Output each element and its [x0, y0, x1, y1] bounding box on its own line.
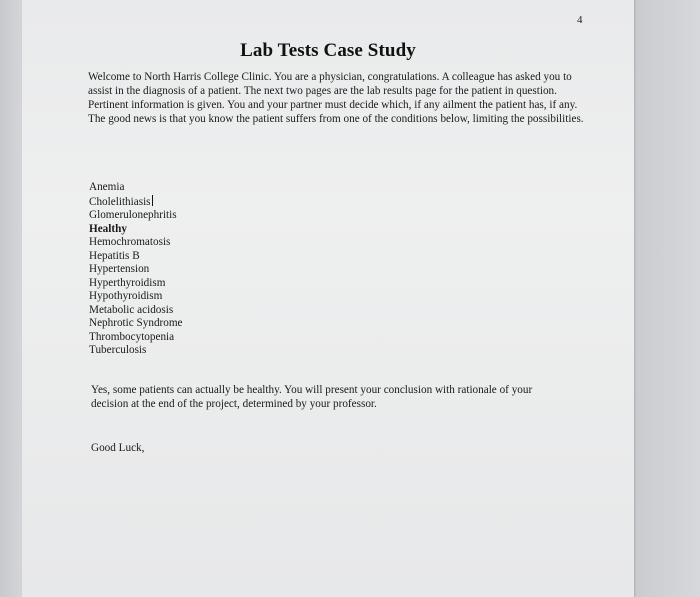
condition-item: Cholelithiasis: [89, 195, 151, 208]
condition-item: Hypothyroidism: [89, 290, 163, 302]
condition-item: Hyperthyroidism: [89, 276, 166, 289]
condition-item: Hemochromatosis: [89, 236, 171, 248]
condition-item: Hypertension: [89, 263, 150, 275]
condition-item: Hepatitis B: [89, 249, 140, 262]
closing-paragraph: Yes, some patients can actually be healthy. You will present your conclusion with rationale of your decision at the end of the project, determined by your professor.: [91, 384, 533, 410]
condition-item: Glomerulonephritis: [89, 209, 177, 221]
text-cursor: [152, 195, 153, 206]
condition-item: Metabolic acidosis: [89, 303, 174, 316]
condition-item: Anemia: [89, 181, 125, 193]
condition-item: Thrombocytopenia: [89, 330, 175, 343]
signoff: Good Luck,: [91, 442, 145, 454]
document-page: [22, 0, 634, 597]
intro-paragraph: Welcome to North Harris College Clinic. You are a physician, congratulations. A colleague has asked you to assist in the diagnosis of a patient. The next two pages are the lab results page for the patient in question. Pertinent information is given. You and your partner must decide which, if any ailment the patient has, if any. The good news is that you know the patient suffers from one of the conditions below, limiting the possibilities.: [88, 71, 584, 125]
condition-item: Tuberculosis: [89, 344, 147, 356]
conditions-list: [89, 181, 183, 358]
condition-item: Nephrotic Syndrome: [89, 317, 183, 329]
document-title: Lab Tests Case Study: [240, 40, 416, 61]
condition-item: Healthy: [89, 222, 127, 235]
page-number: 4: [577, 14, 583, 26]
background-surface: [634, 0, 700, 597]
